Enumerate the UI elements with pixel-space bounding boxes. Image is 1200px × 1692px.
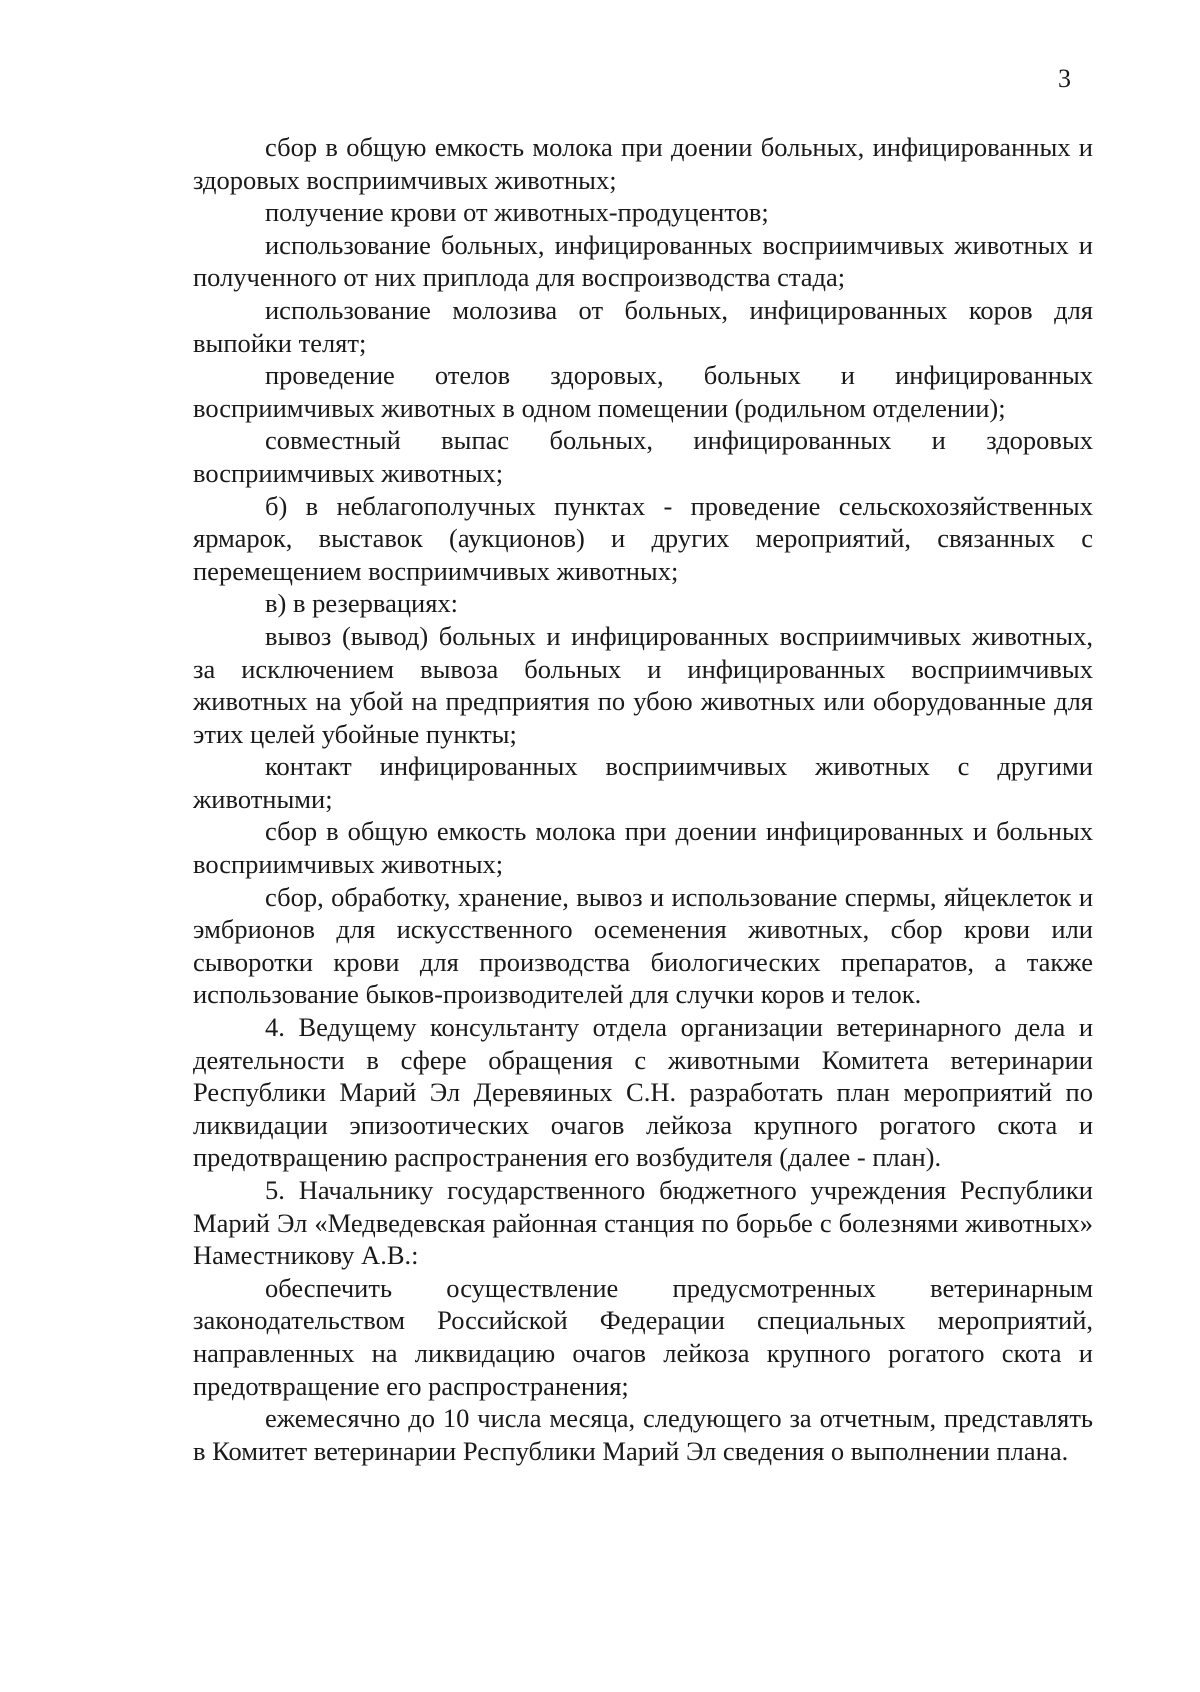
paragraph: совместный выпас больных, инфицированных и здоровых восприимчивых животных; [193, 425, 1093, 488]
paragraph: сбор в общую емкость молока при доении инфицированных и больных восприимчивых животных; [193, 816, 1093, 880]
paragraph: б) в неблагополучных пунктах - проведение сельскохозяйственных ярмарок, выставок (аукционов) и других мероприятий, связанных с перемещением восприимчивых животных; [193, 490, 1093, 586]
paragraph: сбор, обработку, хранение, вывоз и использование спермы, яйцеклеток и эмбрионов для искусственного осеменения животных, сбор крови или сыворотки крови для производства биологических препаратов, а также использование быков-производителей для случки коров и телок. [193, 881, 1093, 1010]
document-body [193, 131, 1093, 1467]
paragraph: вывоз (вывод) больных и инфицированных восприимчивых животных, за исключением вывоза больных и инфицированных восприимчивых животных на убой на предприятия по убою животных или оборудованные для этих целей убойные пункты; [193, 620, 1093, 749]
paragraph: контакт инфицированных восприимчивых животных с другими животными; [193, 751, 1093, 814]
paragraph: использование молозива от больных, инфицированных коров для выпойки телят; [193, 294, 1093, 358]
paragraph: 5. Начальнику государственного бюджетного учреждения Республики Марий Эл «Медведевская районная станция по борьбе с болезнями животных» Наместникову А.В.: [193, 1175, 1093, 1271]
paragraph: проведение отелов здоровых, больных и инфицированных восприимчивых животных в одном помещении (родильном отделении); [193, 360, 1093, 423]
paragraph: сбор в общую емкость молока при доении больных, инфицированных и здоровых восприимчивых животных; [193, 132, 1093, 195]
paragraph: ежемесячно до 10 числа месяца, следующего за отчетным, представлять в Комитет ветеринарии Республики Марий Эл сведения о выполнении плана. [193, 1403, 1093, 1466]
paragraph: использование больных, инфицированных восприимчивых животных и полученного от них приплода для воспроизводства стада; [193, 229, 1093, 293]
page-number: 3 [1058, 64, 1071, 93]
paragraph: в) в резервациях: [265, 588, 459, 619]
paragraph: обеспечить осуществление предусмотренных ветеринарным законодательством Российской Федерации специальных мероприятий, направленных на ликвидацию очагов лейкоза крупного рогатого скота и предотвращение его распространения; [193, 1272, 1093, 1401]
paragraph: получение крови от животных-продуцентов; [265, 197, 769, 228]
paragraph: 4. Ведущему консультанту отдела организации ветеринарного дела и деятельности в сфере обращения с животными Комитета ветеринарии Республики Марий Эл Деревяиных С.Н. разработать план мероприятий по ликвидации эпизоотических очагов лейкоза крупного рогатого скота и предотвращению распространения его возбудителя (далее - план). [193, 1012, 1093, 1173]
